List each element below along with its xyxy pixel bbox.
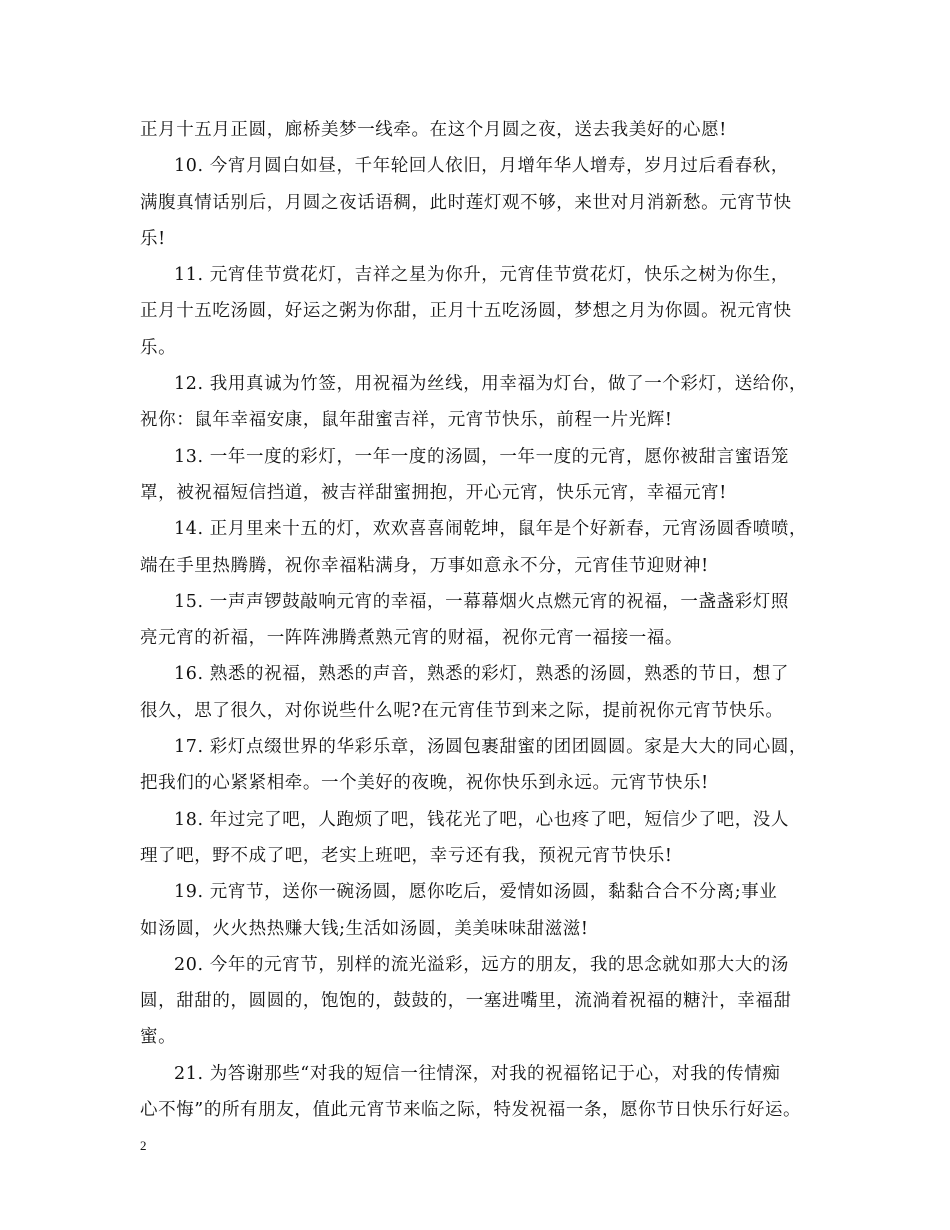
text-line: 10. 今宵月圆白如昼，千年轮回人依旧，月增年华人增寿，岁月过后看春秋， xyxy=(174,156,789,177)
text-line: 15. 一声声锣鼓敲响元宵的幸福，一幕幕烟火点燃元宵的祝福，一盏盏彩灯照 xyxy=(174,591,789,612)
text-line: 理了吧，野不成了吧，老实上班吧，幸亏还有我，预祝元宵节快乐! xyxy=(140,845,673,866)
text-line: 20. 今年的元宵节，别样的流光溢彩，远方的朋友，我的思念就如那大大的汤 xyxy=(174,954,789,975)
text-line: 18. 年过完了吧，人跑烦了吧，钱花光了吧，心也疼了吧，短信少了吧，没人 xyxy=(174,809,789,830)
text-line: 乐! xyxy=(140,228,166,249)
text-line: 蜜。 xyxy=(140,1027,177,1048)
text-line: 21. 为答谢那些“对我的短信一往情深，对我的祝福铭记于心，对我的传情痴 xyxy=(174,1063,781,1084)
text-line: 19. 元宵节，送你一碗汤圆，愿你吃后，爱情如汤圆，黏黏合合不分离;事业 xyxy=(174,882,778,903)
text-line: 满腹真情话别后，月圆之夜话语稠，此时莲灯观不够，来世对月消新愁。元宵节快 xyxy=(140,192,792,213)
text-line: 把我们的心紧紧相牵。一个美好的夜晚，祝你快乐到永远。元宵节快乐! xyxy=(140,773,709,794)
text-line: 正月十五月正圆，廊桥美梦一线牵。在这个月圆之夜，送去我美好的心愿! xyxy=(140,120,727,140)
text-line: 14. 正月里来十五的灯，欢欢喜喜闹乾坤，鼠年是个好新春，元宵汤圆香喷喷， xyxy=(174,519,808,540)
text-line: 16. 熟悉的祝福，熟悉的声音，熟悉的彩灯，熟悉的汤圆，熟悉的节日，想了 xyxy=(174,664,789,685)
text-line: 乐。 xyxy=(140,337,177,358)
text-line: 13. 一年一度的彩灯，一年一度的汤圆，一年一度的元宵，愿你被甜言蜜语笼 xyxy=(174,446,789,467)
text-line: 端在手里热腾腾，祝你幸福粘满身，万事如意永不分，元宵佳节迎财神! xyxy=(140,555,709,576)
text-line: 11. 元宵佳节赏花灯，吉祥之星为你升，元宵佳节赏花灯，快乐之树为你生， xyxy=(174,265,789,286)
text-line: 很久，思了很久，对你说些什么呢?在元宵佳节到来之际，提前祝你元宵节快乐。 xyxy=(140,700,784,721)
text-line: 12. 我用真诚为竹签，用祝福为丝线，用幸福为灯台，做了一个彩灯，送给你， xyxy=(174,374,808,395)
text-line: 17. 彩灯点缀世界的华彩乐章，汤圆包裹甜蜜的团团圆圆。家是大大的同心圆， xyxy=(174,737,808,758)
text-line: 祝你：鼠年幸福安康，鼠年甜蜜吉祥，元宵节快乐，前程一片光辉! xyxy=(140,410,673,431)
text-line: 罩，被祝福短信挡道，被吉祥甜蜜拥抱，开心元宵，快乐元宵，幸福元宵! xyxy=(140,482,727,503)
document-body xyxy=(140,112,830,1128)
text-line: 亮元宵的祈福，一阵阵沸腾煮熟元宵的财福，祝你元宵一福接一福。 xyxy=(140,628,683,649)
text-line: 圆，甜甜的，圆圆的，饱饱的，鼓鼓的，一塞进嘴里，流淌着祝福的糖汁，幸福甜 xyxy=(140,991,792,1012)
text-line: 如汤圆，火火热热赚大钱;生活如汤圆，美美味味甜滋滋! xyxy=(140,918,589,939)
text-line: 心不悔”的所有朋友，值此元宵节来临之际，特发祝福一条，愿你节日快乐行好运。 xyxy=(140,1100,802,1121)
page-number: 2 xyxy=(140,1138,147,1153)
text-line: 正月十五吃汤圆，好运之粥为你甜，正月十五吃汤圆，梦想之月为你圆。祝元宵快 xyxy=(140,301,792,322)
